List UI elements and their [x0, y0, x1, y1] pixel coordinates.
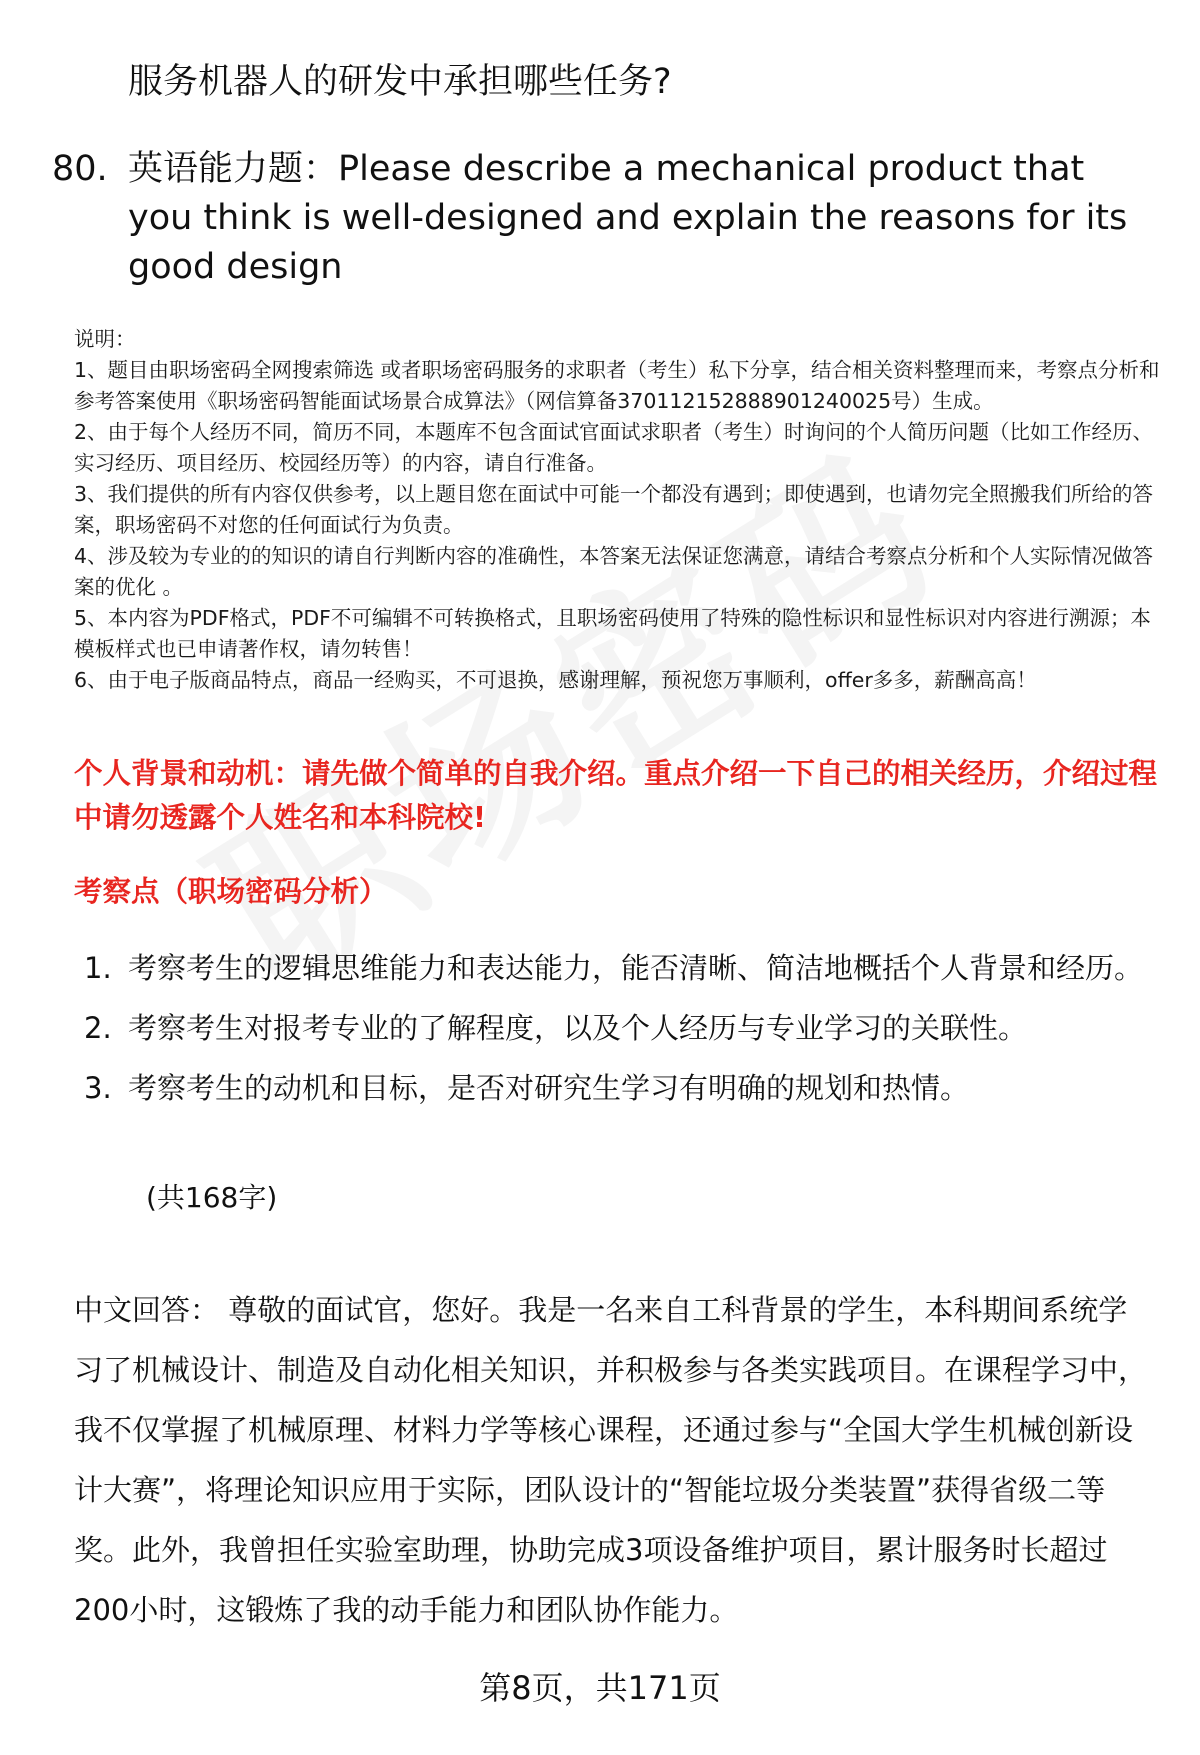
analysis-item-text: 考察考生对报考专业的了解程度，以及个人经历与专业学习的关联性。 [128, 1011, 1028, 1045]
analysis-item [84, 998, 1144, 1058]
page-number: 第8页，共171页 [479, 1669, 721, 1707]
analysis-list [84, 938, 1144, 1118]
analysis-item [84, 938, 1144, 998]
notes-title: 说明： [74, 327, 136, 351]
analysis-item-index: 2. [84, 1011, 112, 1045]
analysis-title: 考察点（职场密码分析） [74, 875, 388, 908]
interview-prompt: 个人背景和动机：请先做个简单的自我介绍。重点介绍一下自己的相关经历，介绍过程中请勿透露个人姓名和本科院校! [74, 757, 1158, 834]
note-item: 1、题目由职场密码全网搜索筛选 或者职场密码服务的求职者（考生）私下分享，结合相关资料整理而来，考察点分析和参考答案使用《职场密码智能面试场景合成算法》（网信算备370112152888901240025号）生成。 [74, 358, 1160, 413]
note-item: 5、本内容为PDF格式，PDF不可编辑不可转换格式，且职场密码使用了特殊的隐性标识和显性标识对内容进行溯源；本模板样式也已申请著作权，请勿转售！ [74, 606, 1151, 661]
analysis-item-text: 考察考生的逻辑思维能力和表达能力，能否清晰、简洁地概括个人背景和经历。 [128, 951, 1144, 985]
analysis-item-index: 1. [84, 951, 112, 985]
question-continuation: 服务机器人的研发中承担哪些任务? [128, 62, 672, 102]
note-item: 3、我们提供的所有内容仅供参考，以上题目您在面试中可能一个都没有遇到；即使遇到，也请勿完全照搬我们所给的答案，职场密码不对您的任何面试行为负责。 [74, 482, 1154, 537]
question-text: 英语能力题：Please describe a mechanical product that you think is well-designed and explain the reasons for its good design [128, 149, 1128, 287]
note-item: 2、由于每个人经历不同，简历不同，本题库不包含面试官面试求职者（考生）时询问的个人简历问题（比如工作经历、实习经历、项目经历、校园经历等）的内容，请自行准备。 [74, 420, 1154, 475]
word-count: (共168字) [146, 1181, 278, 1214]
note-item: 4、涉及较为专业的的知识的请自行判断内容的准确性，本答案无法保证您满意，请结合考察点分析和个人实际情况做答案的优化 。 [74, 544, 1154, 599]
question-number: 80. [52, 149, 108, 189]
analysis-item-index: 3. [84, 1071, 112, 1105]
analysis-item [84, 1058, 1144, 1118]
note-item: 6、由于电子版商品特点，商品一经购买，不可退换，感谢理解，预祝您万事顺利，offer多多，薪酬高高！ [74, 668, 1037, 692]
notes-block [74, 324, 1164, 696]
analysis-item-text: 考察考生的动机和目标，是否对研究生学习有明确的规划和热情。 [128, 1071, 970, 1105]
question-80 [52, 145, 1152, 292]
answer-text: 中文回答： 尊敬的面试官，您好。我是一名来自工科背景的学生，本科期间系统学习了机械设计、制造及自动化相关知识，并积极参与各类实践项目。在课程学习中，我不仅掌握了机械原理、材料力学等核心课程，还通过参与“全国大学生机械创新设计大赛”，将理论知识应用于实际，团队设计的“智能垃圾分类装置”获得省级二等奖。此外，我曾担任实验室助理，协助完成3项设备维护项目，累计服务时长超过200小时，这锻炼了我的动手能力和团队协作能力。 [74, 1293, 1148, 1627]
